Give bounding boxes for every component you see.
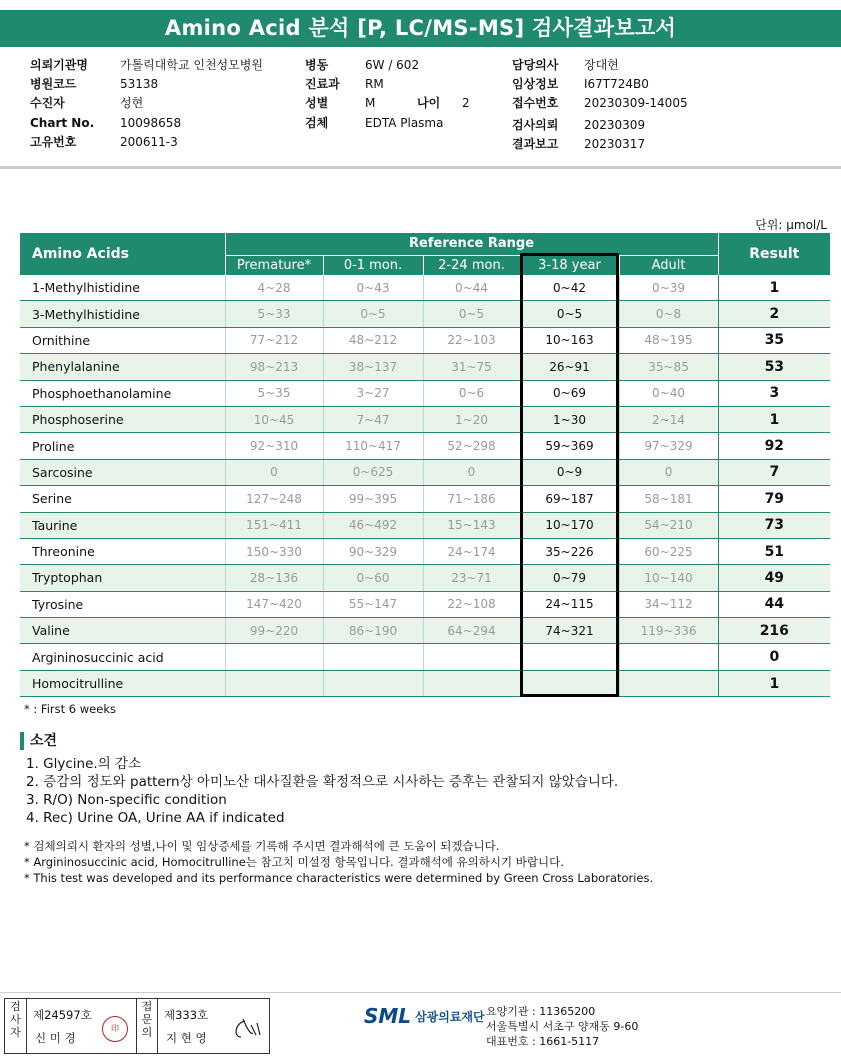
reference-value: 0~60 — [323, 565, 423, 591]
reference-value: 92~310 — [225, 433, 323, 459]
amino-acid-name: Phenylalanine — [20, 354, 225, 380]
info-key: 고유번호 — [30, 134, 77, 149]
findings-list — [26, 755, 618, 827]
reference-value: 60~225 — [619, 538, 718, 564]
amino-acid-name: Tryptophan — [20, 565, 225, 591]
amino-acid-name: Argininosuccinic acid — [20, 644, 225, 670]
result-value: 0 — [718, 644, 830, 670]
info-key: 진료과 — [305, 77, 340, 92]
reference-value: 22~108 — [423, 591, 520, 617]
info-value: 10098658 — [120, 115, 182, 130]
reference-value: 5~33 — [225, 301, 323, 327]
result-value: 92 — [718, 433, 830, 459]
result-value: 2 — [718, 301, 830, 327]
reference-value: 99~395 — [323, 486, 423, 512]
table-row — [20, 459, 830, 485]
info-value: RM — [365, 77, 384, 92]
info-value: M — [365, 96, 376, 111]
reference-value: 54~210 — [619, 512, 718, 538]
reference-value: 0~40 — [619, 380, 718, 406]
reference-value — [225, 670, 323, 696]
info-value: 장대현 — [584, 58, 619, 72]
reference-value: 0~5 — [323, 301, 423, 327]
info-key: 담당의사 — [512, 58, 559, 72]
info-key: 검사의뢰 — [512, 117, 559, 132]
signature-icon — [229, 1015, 263, 1043]
info-row — [512, 94, 688, 113]
reference-value: 10~170 — [520, 512, 619, 538]
info-value: 성현 — [120, 96, 144, 111]
reference-value: 0~39 — [619, 275, 718, 301]
amino-acid-name: Phosphoethanolamine — [20, 380, 225, 406]
info-value: 20230309 — [584, 117, 646, 132]
reference-value: 23~71 — [423, 565, 520, 591]
reference-value: 0 — [619, 459, 718, 485]
reference-value: 10~163 — [520, 327, 619, 353]
info-key: 임상정보 — [512, 77, 559, 92]
reference-value: 0~6 — [423, 380, 520, 406]
amino-acid-name: Threonine — [20, 538, 225, 564]
age-field — [417, 94, 470, 113]
info-value: 20230317 — [584, 136, 646, 151]
seal-stamp-icon: 印 — [102, 1016, 128, 1042]
info-row — [305, 56, 443, 75]
result-value: 35 — [718, 327, 830, 353]
result-value: 44 — [718, 591, 830, 617]
reference-value: 0~42 — [520, 275, 619, 301]
note-item: * This test was developed and its performance characteristics were determined by Green Cross Laboratories. — [24, 871, 654, 885]
reference-value — [619, 670, 718, 696]
reference-range-header: Reference Range — [225, 233, 718, 255]
reference-value: 1~30 — [520, 406, 619, 432]
info-row — [512, 56, 688, 75]
table-row — [20, 591, 830, 617]
amino-acid-name: Homocitrulline — [20, 670, 225, 696]
amino-acid-name: Ornithine — [20, 327, 225, 353]
reference-value: 0~8 — [619, 301, 718, 327]
reference-value: 86~190 — [323, 618, 423, 644]
info-column-3 — [512, 56, 688, 154]
ref-col-header: Adult — [619, 255, 718, 275]
reference-value: 58~181 — [619, 486, 718, 512]
reference-value: 0~5 — [520, 301, 619, 327]
table-row — [20, 486, 830, 512]
info-key: 성별 — [305, 96, 329, 111]
section-bar-icon — [20, 732, 24, 750]
reference-value: 64~294 — [423, 618, 520, 644]
reference-value: 0~44 — [423, 275, 520, 301]
reference-value: 24~115 — [520, 591, 619, 617]
table-row — [20, 327, 830, 353]
info-row — [30, 56, 263, 75]
ref-col-header: 2-24 mon. — [423, 255, 520, 275]
result-value: 79 — [718, 486, 830, 512]
info-row — [512, 135, 688, 154]
finding-item: 2. 증감의 정도와 pattern상 아미노산 대사질환을 확정적으로 시사하는 증후는 관찰되지 않았습니다. — [26, 774, 619, 790]
result-value: 7 — [718, 459, 830, 485]
info-key: 수진자 — [30, 96, 65, 111]
org-phone: 대표번호 : 1661-5117 — [486, 1035, 600, 1048]
footer-divider — [0, 992, 841, 993]
finding-item: 3. R/O) Non-specific condition — [26, 792, 227, 808]
finding-item: 4. Rec) Urine OA, Urine AA if indicated — [26, 810, 285, 826]
reference-value: 0~69 — [520, 380, 619, 406]
table-row — [20, 512, 830, 538]
reference-value: 150~330 — [225, 538, 323, 564]
amino-acid-name: Proline — [20, 433, 225, 459]
reference-value: 46~492 — [323, 512, 423, 538]
amino-acid-name: Phosphoserine — [20, 406, 225, 432]
amino-acid-name: 3-Methylhistidine — [20, 301, 225, 327]
reference-value: 0~625 — [323, 459, 423, 485]
findings-title: 소견 — [30, 733, 58, 749]
reference-value: 48~212 — [323, 327, 423, 353]
reference-value — [423, 644, 520, 670]
amino-acid-name: Sarcosine — [20, 459, 225, 485]
info-value: 6W / 602 — [365, 58, 420, 72]
reference-value: 74~321 — [520, 618, 619, 644]
specialist-id: 제333호 — [164, 1008, 209, 1022]
reference-value: 34~112 — [619, 591, 718, 617]
info-value: I67T724B0 — [584, 77, 649, 92]
reference-value: 10~140 — [619, 565, 718, 591]
info-value: EDTA Plasma — [365, 115, 444, 130]
reference-value: 1~20 — [423, 406, 520, 432]
reference-value — [323, 644, 423, 670]
tester-label: 검사자 — [5, 999, 27, 1053]
result-value: 1 — [718, 275, 830, 301]
specialist-label: 접문의 — [136, 999, 158, 1053]
reference-value: 26~91 — [520, 354, 619, 380]
reference-value: 10~45 — [225, 406, 323, 432]
reference-value: 77~212 — [225, 327, 323, 353]
org-info — [486, 1004, 638, 1049]
reference-value: 22~103 — [423, 327, 520, 353]
reference-value: 0~43 — [323, 275, 423, 301]
info-row — [30, 94, 263, 113]
table-row — [20, 618, 830, 644]
amino-acid-name: Serine — [20, 486, 225, 512]
info-key: 검체 — [305, 115, 329, 130]
info-key: 의뢰기관명 — [30, 58, 88, 72]
info-value: 가톨릭대학교 인천성모병원 — [120, 58, 263, 72]
ref-col-header: Premature* — [225, 255, 323, 275]
reference-value: 35~85 — [619, 354, 718, 380]
info-row — [30, 75, 263, 94]
info-value: 200611-3 — [120, 134, 178, 149]
result-value: 51 — [718, 538, 830, 564]
table-row — [20, 301, 830, 327]
sml-logo — [364, 1004, 485, 1028]
reference-value: 71~186 — [423, 486, 520, 512]
reference-value: 0~5 — [423, 301, 520, 327]
reference-value: 3~27 — [323, 380, 423, 406]
reference-value: 52~298 — [423, 433, 520, 459]
amino-acid-name: Tyrosine — [20, 591, 225, 617]
org-name: 삼광의료재단 — [415, 1009, 485, 1024]
tester-id: 제24597호 — [33, 1008, 92, 1022]
header-divider — [0, 166, 841, 169]
reference-value: 35~226 — [520, 538, 619, 564]
notes-list — [24, 838, 653, 886]
table-row — [20, 380, 830, 406]
result-value: 73 — [718, 512, 830, 538]
info-row — [305, 114, 443, 133]
age-label: 나이 — [417, 96, 441, 111]
result-value: 216 — [718, 618, 830, 644]
reference-value: 98~213 — [225, 354, 323, 380]
signature-box — [4, 998, 270, 1054]
reference-value: 15~143 — [423, 512, 520, 538]
reference-value: 147~420 — [225, 591, 323, 617]
reference-value: 90~329 — [323, 538, 423, 564]
reference-value: 24~174 — [423, 538, 520, 564]
reference-value: 0 — [225, 459, 323, 485]
info-value: 20230309-14005 — [584, 96, 688, 111]
reference-value: 5~35 — [225, 380, 323, 406]
note-item: * Argininosuccinic acid, Homocitrulline는 참고치 미설정 항목입니다. 결과해석에 유의하시기 바랍니다. — [24, 855, 564, 869]
info-row — [30, 114, 263, 133]
result-value: 53 — [718, 354, 830, 380]
reference-value: 0 — [423, 459, 520, 485]
info-key: Chart No. — [30, 115, 95, 130]
result-value: 3 — [718, 380, 830, 406]
age-value: 2 — [462, 96, 470, 111]
reference-value: 97~329 — [619, 433, 718, 459]
amino-acid-name: Valine — [20, 618, 225, 644]
logo-text: SML — [364, 1004, 412, 1028]
table-row — [20, 275, 830, 301]
info-row — [30, 133, 263, 152]
info-column-1 — [30, 56, 263, 152]
report-title: Amino Acid 분석 [P, LC/MS-MS] 검사결과보고서 — [0, 10, 841, 47]
reference-value: 119~336 — [619, 618, 718, 644]
reference-value — [323, 670, 423, 696]
reference-value: 151~411 — [225, 512, 323, 538]
reference-value — [423, 670, 520, 696]
finding-item: 1. Glycine.의 감소 — [26, 756, 142, 772]
reference-value: 4~28 — [225, 275, 323, 301]
amino-acids-header: Amino Acids — [20, 233, 225, 275]
table-row — [20, 565, 830, 591]
result-value: 1 — [718, 406, 830, 432]
info-key: 병원코드 — [30, 77, 77, 92]
reference-value: 69~187 — [520, 486, 619, 512]
reference-value: 110~417 — [323, 433, 423, 459]
table-row — [20, 433, 830, 459]
info-key: 병동 — [305, 58, 329, 72]
reference-value: 59~369 — [520, 433, 619, 459]
note-item: * 검체의뢰시 환자의 성별,나이 및 임상증세를 기록해 주시면 결과해석에 큰 도움이 되겠습니다. — [24, 839, 500, 853]
reference-value: 0~79 — [520, 565, 619, 591]
reference-value: 2~14 — [619, 406, 718, 432]
reference-value: 38~137 — [323, 354, 423, 380]
reference-value: 0~9 — [520, 459, 619, 485]
reference-value: 127~248 — [225, 486, 323, 512]
table-row — [20, 538, 830, 564]
findings-section — [20, 730, 57, 750]
specialist-name: 지 현 영 — [166, 1031, 207, 1045]
result-value: 1 — [718, 670, 830, 696]
amino-acid-name: Taurine — [20, 512, 225, 538]
reference-value: 48~195 — [619, 327, 718, 353]
info-row — [305, 75, 443, 94]
unit-label: 단위: μmol/L — [755, 218, 827, 232]
amino-acid-name: 1-Methylhistidine — [20, 275, 225, 301]
result-value: 49 — [718, 565, 830, 591]
reference-value: 99~220 — [225, 618, 323, 644]
footnote: * : First 6 weeks — [24, 702, 116, 716]
result-header: Result — [718, 233, 830, 275]
ref-col-header: 3-18 year — [520, 255, 619, 275]
amino-acid-table — [20, 233, 830, 697]
highlight-3-18-year — [520, 253, 619, 697]
table-row — [20, 406, 830, 432]
reference-value: 55~147 — [323, 591, 423, 617]
ref-col-header: 0-1 mon. — [323, 255, 423, 275]
tester-name: 신 미 경 — [35, 1031, 76, 1045]
reference-value: 7~47 — [323, 406, 423, 432]
info-row — [512, 116, 688, 135]
org-address: 서울특별시 서초구 양재동 9-60 — [486, 1020, 639, 1033]
reference-value — [225, 644, 323, 670]
info-key: 접수번호 — [512, 96, 559, 111]
info-value: 53138 — [120, 77, 159, 92]
info-key: 결과보고 — [512, 136, 559, 151]
info-row — [512, 75, 688, 94]
table-row — [20, 354, 830, 380]
reference-value: 28~136 — [225, 565, 323, 591]
reference-value: 31~75 — [423, 354, 520, 380]
table-row — [20, 670, 830, 696]
table-row — [20, 644, 830, 670]
org-code: 요양기관 : 11365200 — [486, 1005, 596, 1018]
reference-value — [619, 644, 718, 670]
